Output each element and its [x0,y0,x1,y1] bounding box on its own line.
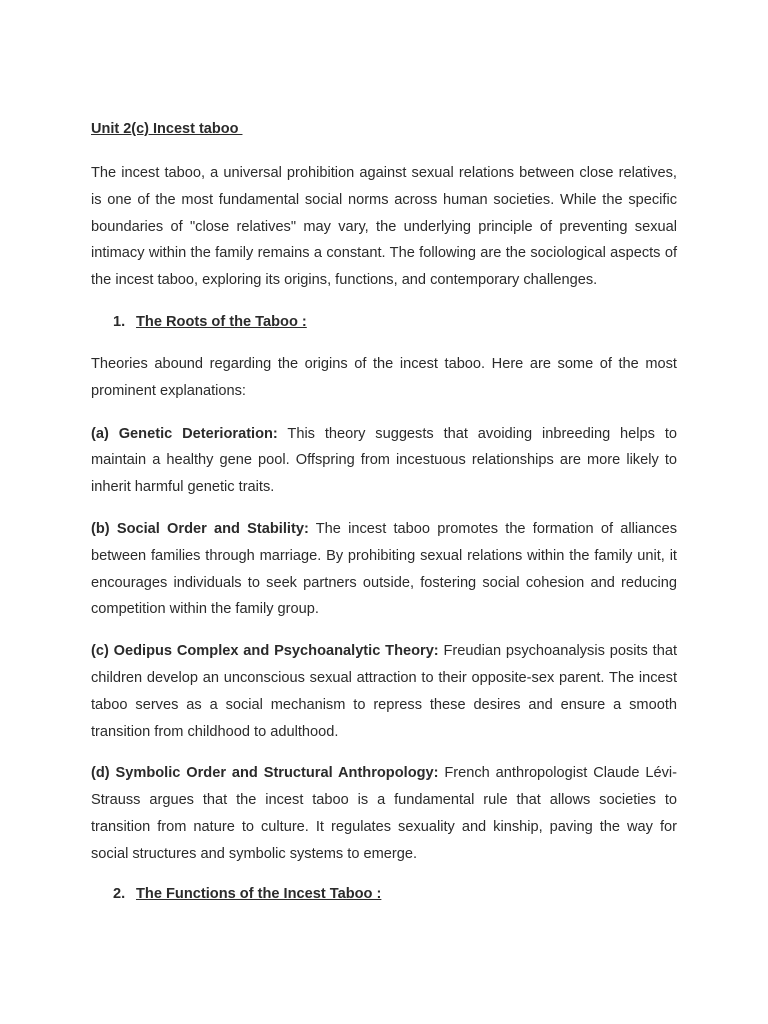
theory-lead: (a) Genetic Deterioration: [91,425,278,442]
intro-paragraph: The incest taboo, a universal prohibition against sexual relations between close relatives, is one of the most fundamental social norms across human societies. While the specific boundaries of "close relatives" may vary, the underlying principle of preventing sexual intimacy within the family remains a constant. The following are the sociological aspects of the incest taboo, exploring its origins, functions, and contemporary challenges. [91,165,677,289]
theory-lead: (d) Symbolic Order and Structural Anthropology: [91,765,439,782]
theory-text: The incest taboo promotes the formation of alliances between families through marriage. By prohibiting sexual relations within the family unit, it encourages individuals to seek partners outside, fostering social cohesion and reducing competition within the family group. [91,520,677,618]
unit-title: Unit 2(c) Incest taboo [91,121,243,137]
theory-text: French anthropologist Claude Lévi-Strauss argues that the incest taboo is a fundamental rule that allows societies to transition from nature to culture. It regulates sexuality and kinship, paving the way for social structures and symbolic systems to emerge. [91,765,677,862]
section-title: The Functions of the Incest Taboo : [136,885,382,902]
theory-text: Freudian psychoanalysis posits that children develop an unconscious sexual attraction to their opposite-sex parent. The incest taboo serves as a social mechanism to repress these desires and ensure a smooth transition from childhood to adulthood. [91,643,677,740]
theory-paragraph-genetic [91,421,677,501]
section-number: 1. [113,313,126,330]
theories-intro-paragraph: Theories abound regarding the origins of the incest taboo. Here are some of the most prominent explanations: [91,355,677,399]
theory-lead: (b) Social Order and Stability: [91,520,309,537]
theory-paragraph-oedipus [91,638,677,745]
theory-lead: (c) Oedipus Complex and Psychoanalytic Theory: [91,643,439,660]
section-number: 2. [113,885,126,902]
theory-paragraph-social-order [91,516,677,623]
theory-text: This theory suggests that avoiding inbreeding helps to maintain a healthy gene pool. Offspring from incestuous relationships are more likely to inherit harmful genetic traits. [91,425,677,496]
section-heading-1 [91,311,677,333]
document-page [91,118,677,923]
section-heading-2 [91,883,677,905]
section-title: The Roots of the Taboo : [136,313,307,330]
theory-paragraph-symbolic-order [91,760,677,867]
